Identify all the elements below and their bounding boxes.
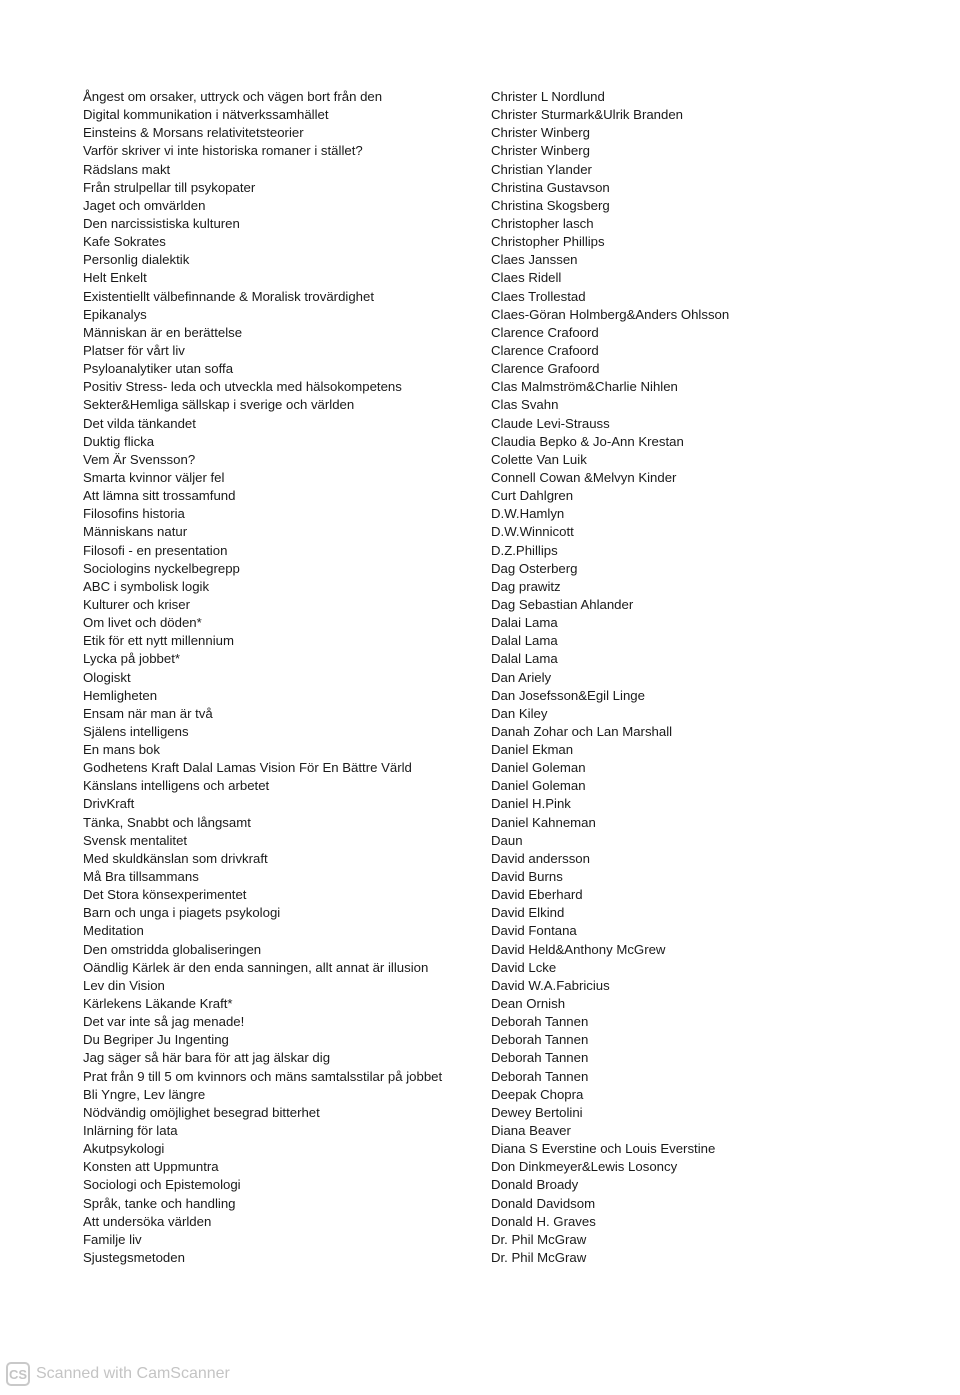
book-author: Deborah Tannen	[491, 1050, 589, 1066]
book-author: David andersson	[491, 850, 590, 866]
book-title: Människans natur	[83, 524, 188, 540]
book-title: Positiv Stress- leda och utveckla med hälsokompetens	[83, 379, 402, 395]
list-row	[83, 814, 883, 832]
book-author: D.W.Hamlyn	[491, 506, 565, 522]
book-title: Kulturer och kriser	[83, 596, 191, 612]
camscanner-watermark	[6, 1362, 230, 1386]
list-row	[83, 1086, 883, 1104]
book-title: Epikanalys	[83, 306, 147, 322]
book-title: Sekter&Hemliga sällskap i sverige och världen	[83, 397, 355, 413]
book-title: Barn och unga i piagets psykologi	[83, 905, 281, 921]
list-row	[83, 886, 883, 904]
list-row	[83, 215, 883, 233]
book-author: Claudia Bepko & Jo-Ann Krestan	[491, 433, 684, 449]
list-row	[83, 560, 883, 578]
list-row	[83, 179, 883, 197]
book-author: Claude Levi-Strauss	[491, 415, 610, 431]
book-title: DrivKraft	[83, 796, 135, 812]
book-title: Du Begriper Ju Ingenting	[83, 1032, 229, 1048]
book-title: Det var inte så jag menade!	[83, 1014, 245, 1030]
book-author: Deborah Tannen	[491, 1014, 589, 1030]
book-title: Människan är en berättelse	[83, 324, 243, 340]
list-row	[83, 324, 883, 342]
list-row	[83, 904, 883, 922]
book-title: Oändlig Kärlek är den enda sanningen, allt annat är illusion	[83, 959, 429, 975]
list-row	[83, 959, 883, 977]
book-title: Nödvändig omöjlighet besegrad bitterhet	[83, 1104, 320, 1120]
list-row	[83, 505, 883, 523]
book-author: Daniel Goleman	[491, 760, 586, 776]
book-author: Claes Janssen	[491, 252, 578, 268]
book-title: En mans bok	[83, 742, 160, 758]
book-title: Tänka, Snabbt och långsamt	[83, 814, 251, 830]
list-row	[83, 161, 883, 179]
list-row	[83, 1031, 883, 1049]
list-row	[83, 759, 883, 777]
list-row	[83, 542, 883, 560]
book-title: Den omstridda globaliseringen	[83, 941, 262, 957]
list-row	[83, 1068, 883, 1086]
book-author: Diana Beaver	[491, 1123, 571, 1139]
book-title: ABC i symbolisk logik	[83, 578, 210, 594]
book-title: Jag säger så här bara för att jag älskar dig	[83, 1050, 331, 1066]
list-row	[83, 650, 883, 668]
book-title: Den narcissistiska kulturen	[83, 215, 240, 231]
book-author: Claes Trollestad	[491, 288, 586, 304]
book-title: Personlig dialektik	[83, 252, 190, 268]
book-title: Själens intelligens	[83, 723, 189, 739]
list-row	[83, 1213, 883, 1231]
book-author: David Elkind	[491, 905, 565, 921]
camscanner-logo-icon: CS	[6, 1362, 30, 1386]
book-author: Claes Ridell	[491, 270, 562, 286]
book-title: Med skuldkänslan som drivkraft	[83, 850, 268, 866]
book-title: Det Stora könsexperimentet	[83, 887, 247, 903]
list-row	[83, 1195, 883, 1213]
book-author: Clas Svahn	[491, 397, 559, 413]
list-row	[83, 451, 883, 469]
book-author: Connell Cowan &Melvyn Kinder	[491, 469, 677, 485]
book-title: Att undersöka världen	[83, 1213, 212, 1229]
list-row	[83, 360, 883, 378]
list-row	[83, 868, 883, 886]
book-title: Lycka på jobbet*	[83, 651, 181, 667]
book-author: Dr. Phil McGraw	[491, 1250, 587, 1265]
list-row	[83, 433, 883, 451]
book-author: Christer Winberg	[491, 143, 590, 159]
book-author: Deborah Tannen	[491, 1068, 589, 1084]
book-title: Meditation	[83, 923, 144, 939]
book-author: Christopher lasch	[491, 215, 594, 231]
book-author: Dag Osterberg	[491, 560, 578, 576]
book-author: Claes-Göran Holmberg&Anders Ohlsson	[491, 306, 730, 322]
list-row	[83, 269, 883, 287]
list-row	[83, 251, 883, 269]
book-title: Smarta kvinnor väljer fel	[83, 469, 225, 485]
book-title: Godhetens Kraft Dalal Lamas Vision För En Bättre Värld	[83, 760, 412, 776]
book-author: Clarence Crafoord	[491, 342, 599, 358]
book-author: Dan Kiley	[491, 705, 548, 721]
book-title: Prat från 9 till 5 om kvinnors och mäns samtalsstilar på jobbet	[83, 1068, 443, 1084]
book-author: David Burns	[491, 869, 563, 885]
list-row	[83, 142, 883, 160]
book-author: Dean Ornish	[491, 996, 566, 1012]
list-row	[83, 342, 883, 360]
list-row	[83, 687, 883, 705]
book-author: Dan Josefsson&Egil Linge	[491, 687, 645, 703]
list-row	[83, 233, 883, 251]
list-row	[83, 288, 883, 306]
book-title: Må Bra tillsammans	[83, 869, 199, 885]
book-list	[83, 88, 883, 1267]
list-row	[83, 1049, 883, 1067]
book-author: Dalal Lama	[491, 651, 558, 667]
list-row	[83, 723, 883, 741]
list-row	[83, 741, 883, 759]
list-row	[83, 106, 883, 124]
book-title: Sociologins nyckelbegrepp	[83, 560, 240, 576]
book-author: Dr. Phil McGraw	[491, 1231, 587, 1247]
book-author: Clarence Crafoord	[491, 324, 599, 340]
book-title: Rädslans makt	[83, 161, 171, 177]
book-author: D.W.Winnicott	[491, 524, 574, 540]
list-row	[83, 378, 883, 396]
book-title: Från strulpellar till psykopater	[83, 179, 256, 195]
book-author: Christer Sturmark&Ulrik Branden	[491, 107, 684, 123]
list-row	[83, 578, 883, 596]
book-title: Konsten att Uppmuntra	[83, 1159, 219, 1175]
list-row	[83, 832, 883, 850]
book-title: Varför skriver vi inte historiska romaner i stället?	[83, 143, 363, 159]
book-title: Svensk mentalitet	[83, 832, 188, 848]
book-author: Daniel Kahneman	[491, 814, 596, 830]
book-author: Diana S Everstine och Louis Everstine	[491, 1141, 716, 1157]
book-title: Språk, tanke och handling	[83, 1195, 236, 1211]
book-title: Om livet och döden*	[83, 615, 202, 631]
book-author: David W.A.Fabricius	[491, 977, 610, 993]
book-author: David Fontana	[491, 923, 577, 939]
book-author: David Held&Anthony McGrew	[491, 941, 666, 957]
list-row	[83, 1122, 883, 1140]
book-title: Inlärning för lata	[83, 1123, 178, 1139]
book-author: Christina Skogsberg	[491, 197, 610, 213]
list-row	[83, 306, 883, 324]
book-author: Dalai Lama	[491, 615, 558, 631]
book-title: Det vilda tänkandet	[83, 415, 196, 431]
book-author: Colette Van Luik	[491, 451, 587, 467]
book-author: Christopher Phillips	[491, 234, 605, 250]
list-row	[83, 415, 883, 433]
list-row	[83, 1158, 883, 1176]
list-row	[83, 396, 883, 414]
book-author: Dewey Bertolini	[491, 1104, 583, 1120]
book-author: Danah Zohar och Lan Marshall	[491, 723, 673, 739]
list-row	[83, 1249, 883, 1267]
list-row	[83, 632, 883, 650]
list-row	[83, 669, 883, 687]
book-title: Existentiellt välbefinnande & Moralisk trovärdighet	[83, 288, 375, 304]
book-author: Dalal Lama	[491, 633, 558, 649]
list-row	[83, 995, 883, 1013]
book-author: Deborah Tannen	[491, 1032, 589, 1048]
book-author: Donald Broady	[491, 1177, 579, 1193]
book-author: Dan Ariely	[491, 669, 552, 685]
list-row	[83, 922, 883, 940]
list-row	[83, 1013, 883, 1031]
book-author: David Eberhard	[491, 887, 583, 903]
list-row	[83, 1231, 883, 1249]
book-title: Ensam när man är två	[83, 705, 213, 721]
book-title: Lev din Vision	[83, 977, 165, 993]
book-author: Donald Davidsom	[491, 1195, 596, 1211]
book-author: Curt Dahlgren	[491, 488, 574, 504]
list-row	[83, 977, 883, 995]
book-title: Att lämna sitt trossamfund	[83, 488, 236, 504]
list-row	[83, 1104, 883, 1122]
book-title: Sjustegsmetoden	[83, 1250, 185, 1265]
book-title: Akutpsykologi	[83, 1141, 165, 1157]
list-row	[83, 523, 883, 541]
list-row	[83, 469, 883, 487]
book-author: Donald H. Graves	[491, 1213, 596, 1229]
book-title: Hemligheten	[83, 687, 158, 703]
book-title: Digital kommunikation i nätverkssamhället	[83, 107, 329, 123]
book-title: Vem Är Svensson?	[83, 451, 196, 467]
book-title: Psyloanalytiker utan soffa	[83, 361, 234, 377]
list-row	[83, 197, 883, 215]
book-author: Christer L Nordlund	[491, 89, 605, 104]
book-author: Christina Gustavson	[491, 179, 610, 195]
book-title: Familje liv	[83, 1231, 142, 1247]
list-row	[83, 487, 883, 505]
book-title: Filosofi - en presentation	[83, 542, 228, 558]
book-title: Kafe Sokrates	[83, 234, 166, 250]
book-author: Clas Malmström&Charlie Nihlen	[491, 379, 678, 395]
book-author: Christian Ylander	[491, 161, 592, 177]
list-row	[83, 705, 883, 723]
list-row	[83, 596, 883, 614]
book-author: Christer Winberg	[491, 125, 590, 141]
list-row	[83, 1176, 883, 1194]
book-title: Helt Enkelt	[83, 270, 147, 286]
book-author: Dag Sebastian Ahlander	[491, 596, 634, 612]
book-author: Daun	[491, 832, 523, 848]
book-author: Daniel Goleman	[491, 778, 586, 794]
list-row	[83, 777, 883, 795]
list-row	[83, 614, 883, 632]
book-title: Känslans intelligens och arbetet	[83, 778, 270, 794]
book-author: Daniel H.Pink	[491, 796, 571, 812]
book-title: Bli Yngre, Lev längre	[83, 1086, 206, 1102]
book-title: Filosofins historia	[83, 506, 185, 522]
book-title: Jaget och omvärlden	[83, 197, 206, 213]
book-title: Ångest om orsaker, uttryck och vägen bort från den	[83, 89, 383, 104]
book-title: Einsteins & Morsans relativitetsteorier	[83, 125, 304, 141]
watermark-text: Scanned with CamScanner	[36, 1365, 230, 1382]
list-row	[83, 941, 883, 959]
list-row	[83, 850, 883, 868]
list-row	[83, 1140, 883, 1158]
book-author: Deepak Chopra	[491, 1086, 584, 1102]
list-row	[83, 124, 883, 142]
book-author: D.Z.Phillips	[491, 542, 558, 558]
list-row	[83, 88, 883, 106]
book-title: Sociologi och Epistemologi	[83, 1177, 241, 1193]
book-author: David Lcke	[491, 959, 557, 975]
book-author: Daniel Ekman	[491, 742, 574, 758]
book-title: Duktig flicka	[83, 433, 155, 449]
book-title: Platser för vårt liv	[83, 342, 185, 358]
list-row	[83, 795, 883, 813]
book-title: Kärlekens Läkande Kraft*	[83, 996, 233, 1012]
book-author: Don Dinkmeyer&Lewis Losoncy	[491, 1159, 678, 1175]
book-author: Clarence Grafoord	[491, 361, 600, 377]
book-author: Dag prawitz	[491, 578, 561, 594]
book-title: Ologiskt	[83, 669, 131, 685]
book-title: Etik för ett nytt millennium	[83, 633, 234, 649]
